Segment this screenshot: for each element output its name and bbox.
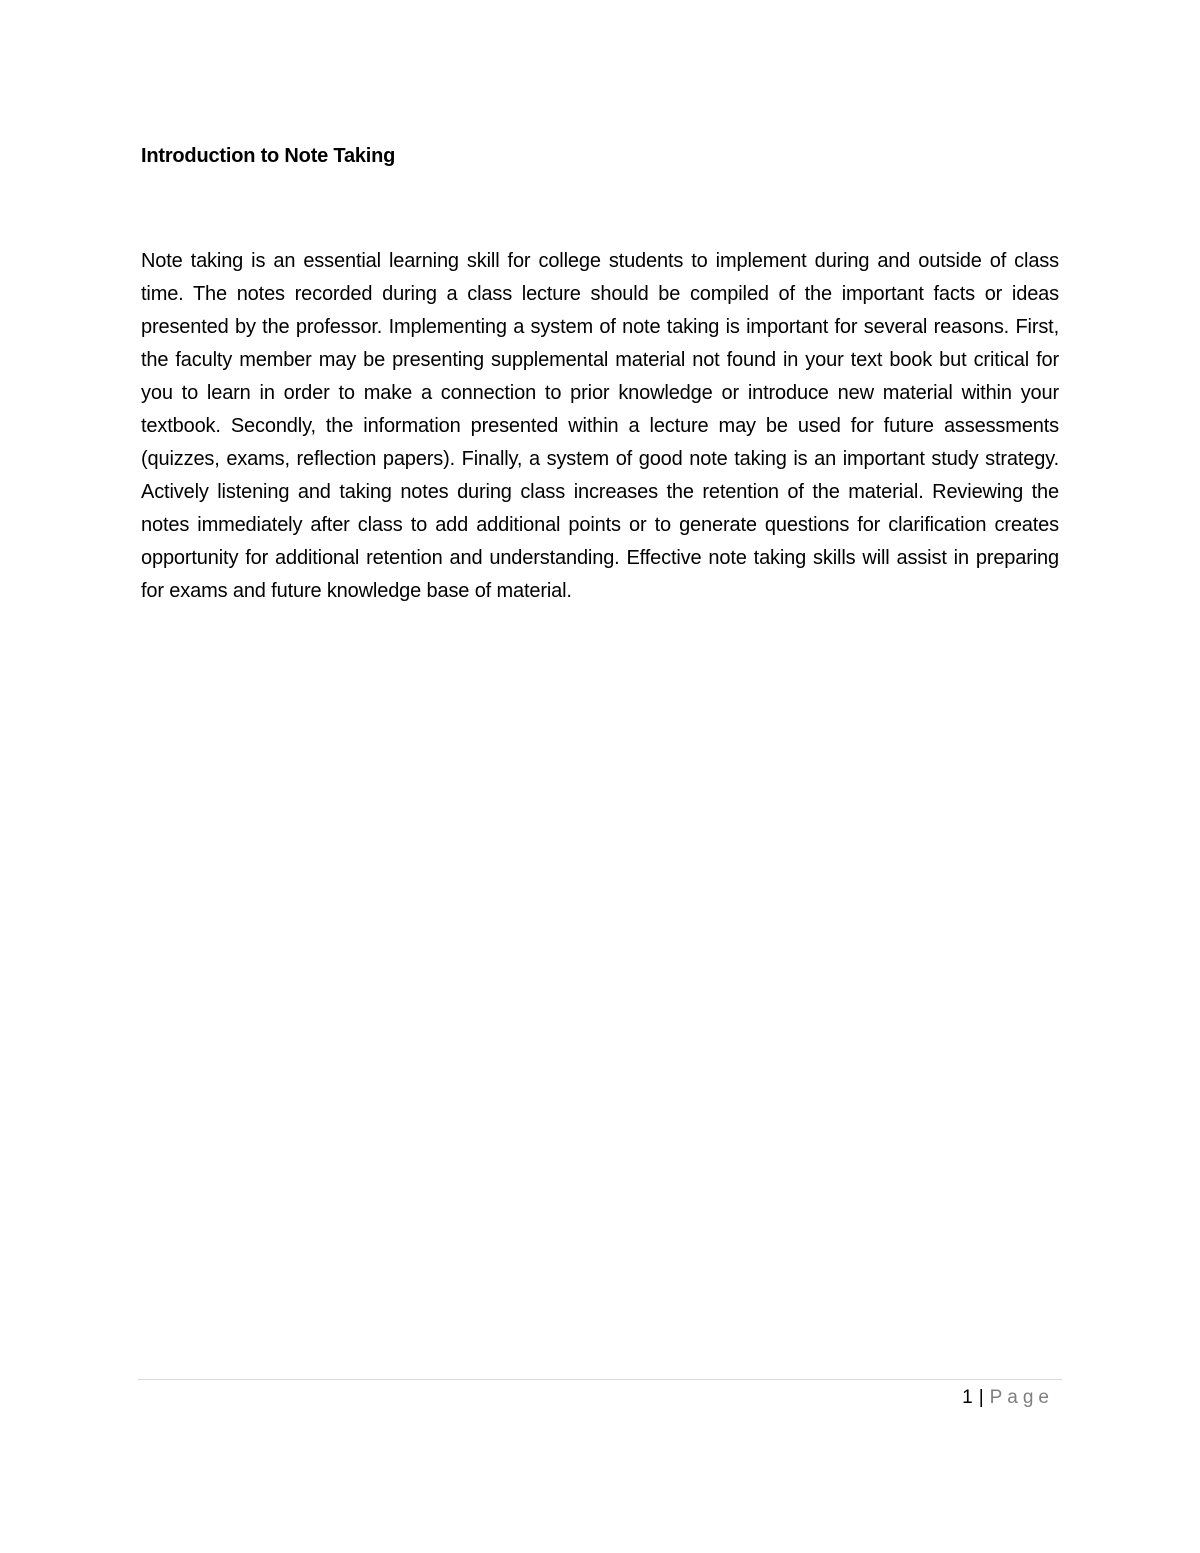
page-footer [962, 1384, 1054, 1412]
page-number: 1 [962, 1387, 973, 1408]
footer-separator: | [978, 1387, 984, 1408]
page-label: Page [989, 1387, 1054, 1408]
body-paragraph: Note taking is an essential learning skill for college students to implement during and outside of class time. The notes recorded during a class lecture should be compiled of the important facts or ideas presented by the professor. Implementing a system of note taking is important for several reasons. First, the faculty member may be presenting supplemental material not found in your text book but critical for you to learn in order to make a connection to prior knowledge or introduce new material within your textbook. Secondly, the information presented within a lecture may be used for future assessments (quizzes, exams, reflection papers). Finally, a system of good note taking is an important study strategy. Actively listening and taking notes during class increases the retention of the material. Reviewing the notes immediately after class to add additional points or to generate questions for clarification creates opportunity for additional retention and understanding. Effective note taking skills will assist in preparing for exams and future knowledge base of material. [141, 250, 1059, 602]
footer-divider [138, 1379, 1062, 1380]
document-title: Introduction to Note Taking [141, 145, 396, 167]
